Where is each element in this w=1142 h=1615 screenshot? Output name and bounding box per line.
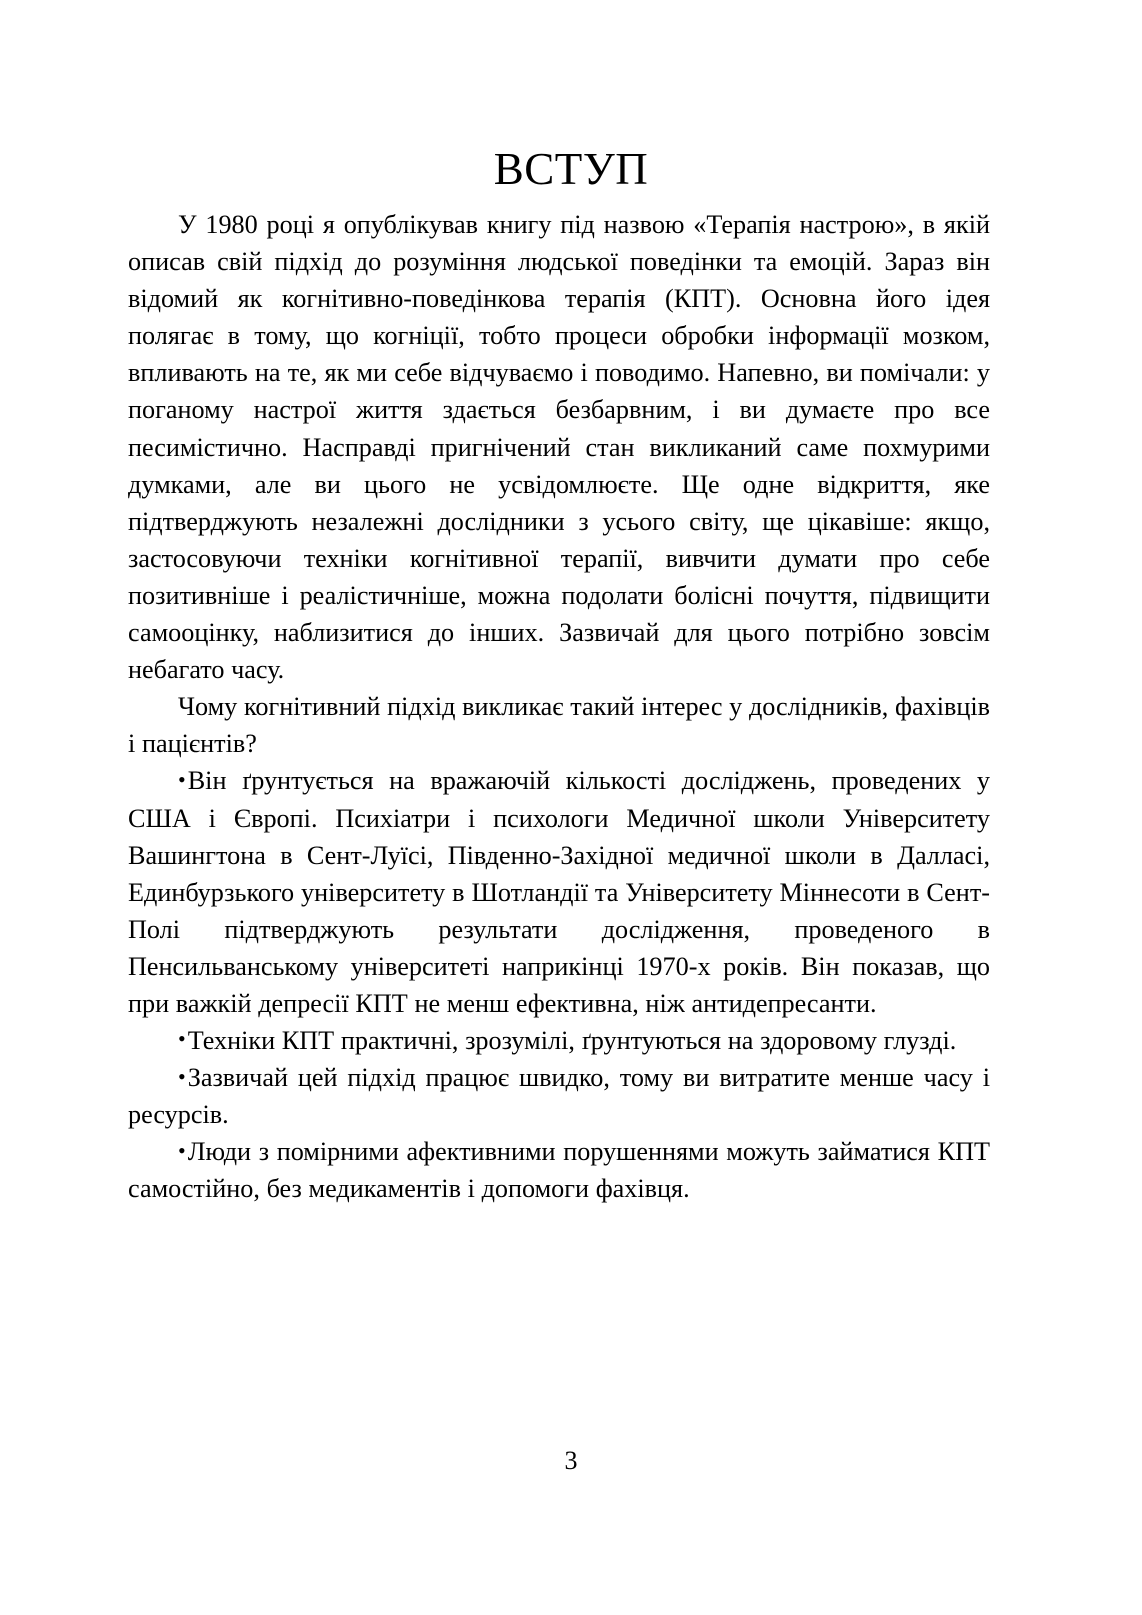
- bullet-item-text: Техніки КПТ практичні, зрозумілі, ґрунтуються на здоровому глузді.: [187, 1026, 957, 1056]
- bullet-item-text: Люди з помірними афективними порушеннями можуть займатися КПТ самостійно, без медикаментів і допомоги фахівця.: [128, 1137, 990, 1204]
- page-number: 3: [564, 1446, 578, 1475]
- body-paragraph: Чому когнітивний підхід викликає такий інтерес у дослідників, фахівців і пацієнтів?: [128, 692, 990, 759]
- bullet-icon: •: [178, 1063, 186, 1089]
- bullet-icon: •: [178, 766, 186, 792]
- bullet-item-text: Він ґрунтується на вражаючій кількості досліджень, проведених у США і Європі. Психіатри і психологи Медичної школи Університету Вашингтона в Сент-Луїсі, Південно-Західної медичної школи в Далласі, Единбурзького університету в Шотландії та Університету Міннесоти в Сент-Полі підтверджують результати дослідження, проведеного в Пенсильванському університеті наприкінці 1970-х років. Він показав, що при важкій депресії КПТ не менш ефективна, ніж антидепресанти.: [128, 766, 990, 1018]
- bullet-item-text: Зазвичай цей підхід працює швидко, тому ви витратите менше часу і ресурсів.: [128, 1063, 990, 1130]
- body-bullet-item: [128, 1022, 990, 1059]
- body-text-column: [128, 206, 990, 1208]
- body-bullet-item: [128, 1059, 990, 1133]
- bullet-icon: •: [178, 1137, 186, 1163]
- body-bullet-item: [128, 1133, 990, 1207]
- bullet-icon: •: [178, 1026, 186, 1052]
- body-paragraph: У 1980 році я опублікував книгу під назвою «Терапія настрою», в якій описав свій підхід до розуміння людської поведінки та емоцій. Зараз він відомий як когнітивно-поведінкова терапія (КПТ). Основна його ідея полягає в тому, що когніції, тобто процеси обробки інформації мозком, впливають на те, як ми себе відчуваємо і поводимо. Напевно, ви помічали: у поганому настрої життя здається безбарвним, і ви думаєте про все песимістично. Насправді пригнічений стан викликаний саме похмурими думками, але ви цього не усвідомлюєте. Ще одне відкриття, яке підтверджують незалежні дослідники з усього світу, ще цікавіше: якщо, застосовуючи техніки когнітивної терапії, вивчити думати про себе позитивніше і реалістичніше, можна подолати болісні почуття, підвищити самооцінку, наблизитися до інших. Зазвичай для цього потрібно зовсім небагато часу.: [128, 210, 990, 685]
- page-title: ВСТУП: [493, 144, 649, 195]
- body-bullet-item: [128, 762, 990, 1022]
